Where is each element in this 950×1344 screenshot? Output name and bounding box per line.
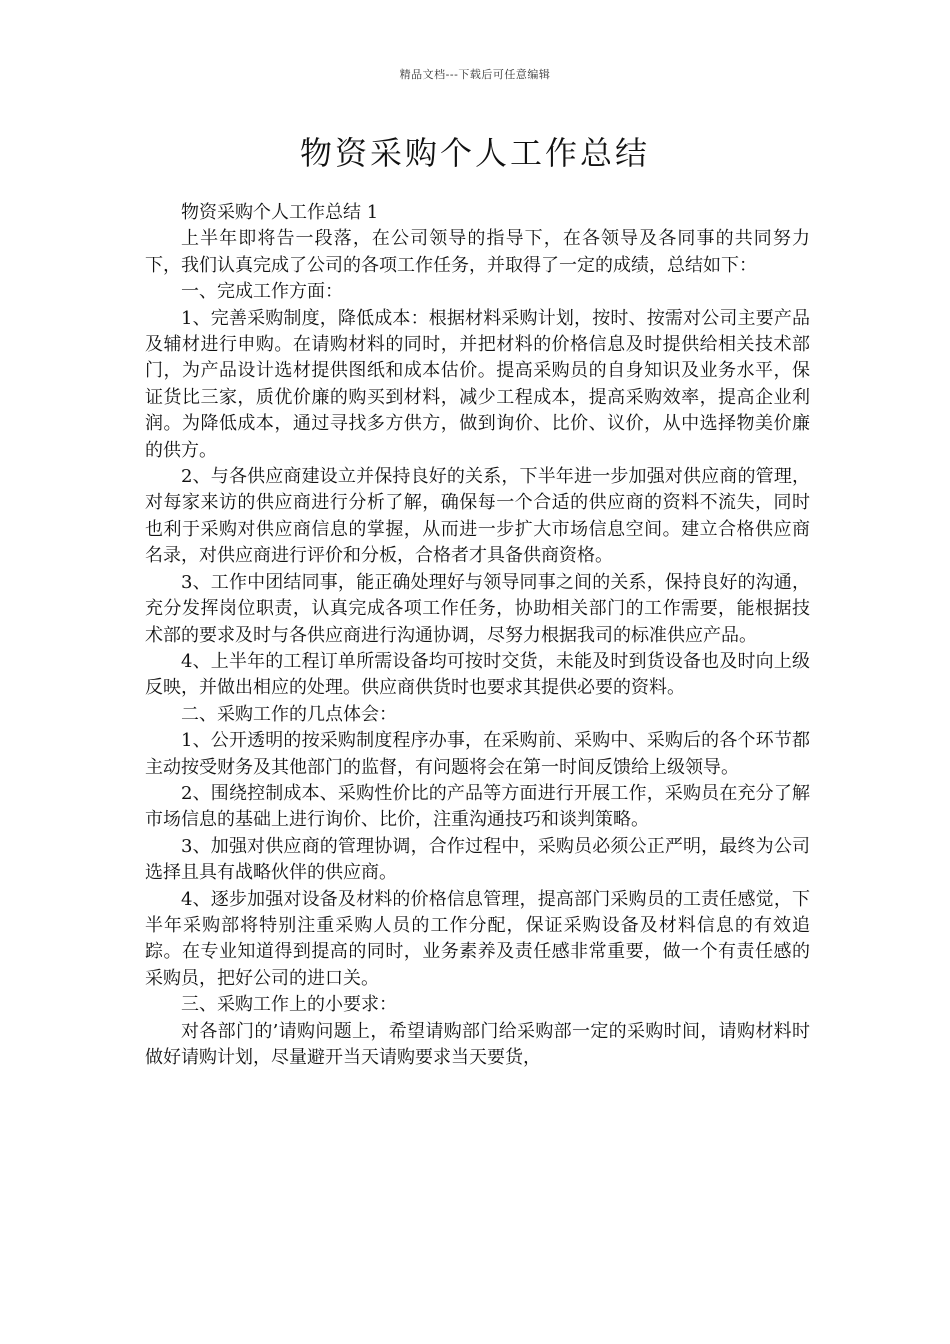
section-heading-1: 一、完成工作方面： [181,281,343,303]
body-paragraph: 4、逐步加强对设备及材料的价格信息管理，提高部门采购员的工责任感觉，下半年采购部将特别注重采购人员的工作分配，保证采购设备及材料信息的有效追踪。在专业知道得到提高的同时，业务素养及责任感非常重要，做一个有责任感的采购员，把好公司的进口关。 [145,888,810,989]
body-paragraph: 3、工作中团结同事，能正确处理好与领导同事之间的关系，保持良好的沟通，充分发挥岗位职责，认真完成各项工作任务，协助相关部门的工作需要，能根据技术部的要求及时与各供应商进行沟通协调，尽努力根据我司的标准供应产品。 [145,571,810,646]
body-paragraph: 2、与各供应商建设立并保持良好的关系，下半年进一步加强对供应商的管理，对每家来访的供应商进行分析了解，确保每一个合适的供应商的资料不流失，同时也利于采购对供应商信息的掌握，从而进一步扩大市场信息空间。建立合格供应商名录，对供应商进行评价和分板，合格者才具备供商资格。 [145,466,810,567]
body-paragraph: 1、公开透明的按采购制度程序办事，在采购前、采购中、采购后的各个环节都主动按受财务及其他部门的监督，有问题将会在第一时间反馈给上级领导。 [145,730,810,778]
header-note: 精品文档---下载后可任意编辑 [399,68,551,81]
intro-paragraph: 上半年即将告一段落，在公司领导的指导下，在各领导及各同事的共同努力下，我们认真完成了公司的各项工作任务，并取得了一定的成绩，总结如下： [145,228,810,276]
section-heading-3: 三、采购工作上的小要求： [181,994,397,1016]
subtitle-paragraph: 物资采购个人工作总结 1 [181,202,379,223]
body-paragraph: 3、加强对供应商的管理协调，合作过程中，采购员必须公正严明，最终为公司选择且具有战略伙伴的供应商。 [145,835,810,884]
body-paragraph: 2、围绕控制成本、采购性价比的产品等方面进行开展工作，采购员在充分了解市场信息的基础上进行询价、比价，注重沟通技巧和谈判策略。 [145,782,810,831]
section-heading-2: 二、采购工作的几点体会： [181,703,397,725]
document-title: 物资采购个人工作总结 [299,134,650,172]
body-paragraph: 4、上半年的工程订单所需设备均可按时交货，未能及时到货设备也及时向上级反映，并做出相应的处理。供应商供货时也要求其提供必要的资料。 [145,650,810,699]
body-paragraph: 1、完善采购制度，降低成本：根据材料采购计划，按时、按需对公司主要产品及辅材进行申购。在请购材料的同时，并把材料的价格信息及时提供给相关技术部门，为产品设计选材提供图纸和成本估价。提高采购员的自身知识及业务水平，保证货比三家，质优价廉的购买到材料，减少工程成本，提高采购效率，提高企业利润。为降低成本，通过寻找多方供方，做到询价、比价、议价，从中选择物美价廉的供方。 [145,307,810,461]
body-paragraph: 对各部门的’请购问题上，希望请购部门给采购部一定的采购时间，请购材料时做好请购计划，尽量避开当天请购要求当天要货， [145,1020,810,1068]
document-body [145,200,810,1071]
